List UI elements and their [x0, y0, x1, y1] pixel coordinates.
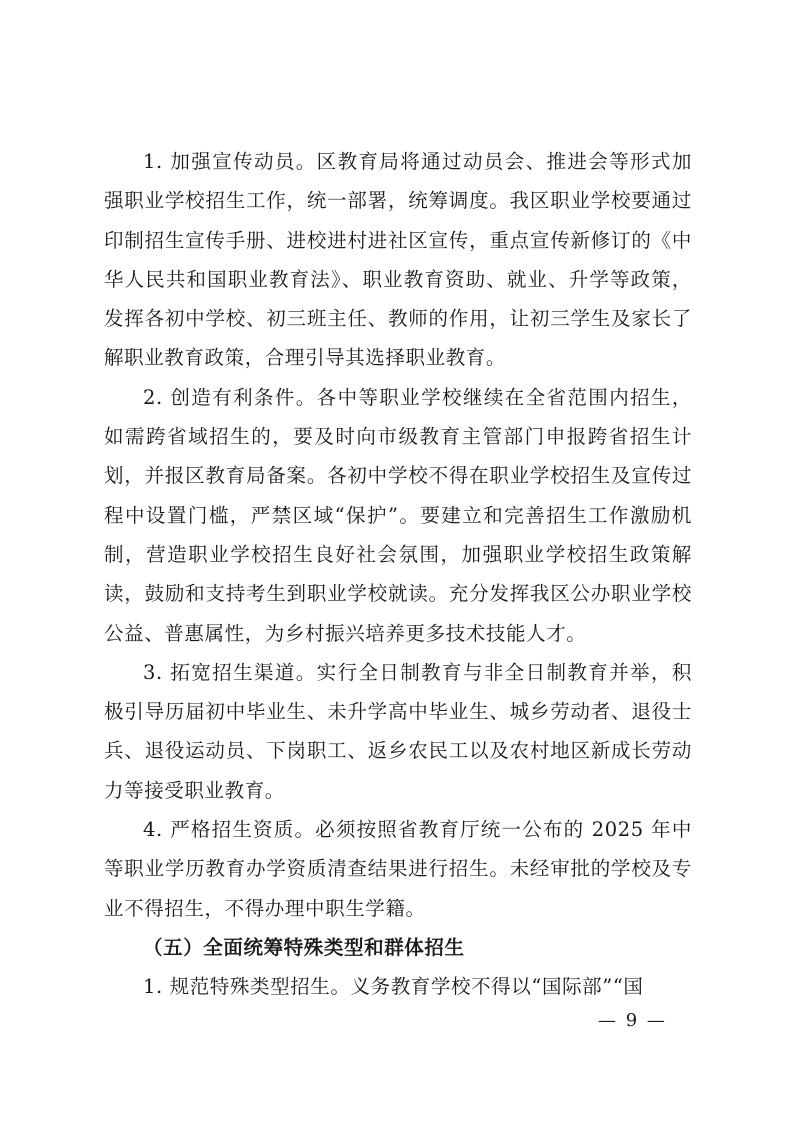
document-body [104, 142, 692, 1007]
page-number: — 9 — [598, 1010, 667, 1031]
paragraph-special-types: 1. 规范特殊类型招生。义务教育学校不得以“国际部”“国 [143, 975, 644, 999]
paragraph-conditions: 2. 创造有利条件。各中等职业学校继续在全省范围内招生，如需跨省域招生的，要及时向市级教育主管部门申报跨省招生计划，并报区教育局备案。各初中学校不得在职业学校招生及宣传过程中设置门槛，严禁区域“保护”。要建立和完善招生工作激励机制，营造职业学校招生良好社会氛围，加强职业学校招生政策解读，鼓励和支持考生到职业学校就读。充分发挥我区公办职业学校公益、普惠属性，为乡村振兴培养更多技术技能人才。 [104, 385, 692, 645]
paragraph-publicity: 1. 加强宣传动员。区教育局将通过动员会、推进会等形式加强职业学校招生工作，统一部署，统筹调度。我区职业学校要通过印制招生宣传手册、进校进村进社区宣传，重点宣传新修订的《中华人民共和国职业教育法》、职业教育资助、就业、升学等政策，发挥各初中学校、初三班主任、教师的作用，让初三学生及家长了解职业教育政策，合理引导其选择职业教育。 [104, 150, 692, 370]
paragraph-channels: 3. 拓宽招生渠道。实行全日制教育与非全日制教育并举，积极引导历届初中毕业生、未升学高中毕业生、城乡劳动者、退役士兵、退役运动员、下岗职工、返乡农民工以及农村地区新成长劳动力等接受职业教育。 [104, 660, 692, 802]
paragraph-qualifications: 4. 严格招生资质。必须按照省教育厅统一公布的 2025 年中等职业学历教育办学资质清查结果进行招生。未经审批的学校及专业不得招生，不得办理中职生学籍。 [104, 818, 692, 920]
section-heading: （五）全面统筹特殊类型和群体招生 [143, 935, 465, 959]
